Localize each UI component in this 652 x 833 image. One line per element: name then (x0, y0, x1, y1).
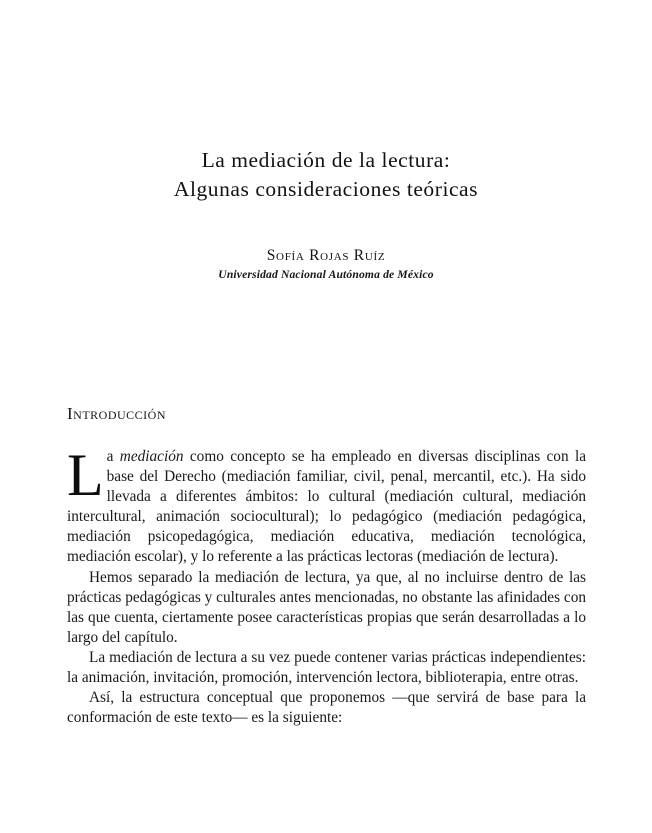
article-title (0, 146, 652, 204)
body-text (67, 442, 586, 728)
paragraph-2: Hemos separado la mediación de lectura, ya que, al no incluirse dentro de las prácticas pedagógicas y culturales antes mencionadas, no obstante las afinidades con las que cuenta, ciertamente posee características propias que serán desarrolladas a lo largo del capítulo. (67, 568, 586, 646)
author-name: Sofía Rojas Ruíz (266, 247, 386, 264)
author-affiliation: Universidad Nacional Autónoma de México (218, 268, 434, 281)
paragraph-1-lead: a (106, 448, 120, 465)
author-block (0, 246, 652, 283)
paragraph-4: Así, la estructura conceptual que proponemos —que servirá de base para la conformación de este texto— es la siguiente: (67, 689, 586, 727)
title-line-2: Algunas consideraciones teóricas (173, 177, 479, 201)
title-line-1: La mediación de la lectura: (201, 148, 451, 172)
drop-cap-letter: L (67, 442, 104, 508)
paragraph-1-text: como concepto se ha empleado en diversas disciplinas con la base del Derecho (mediación familiar, civil, penal, mercantil, etc.). Ha sido llevada a diferentes ámbitos: lo cultural (mediación cultural, mediación intercultural, animación sociocultural); lo pedagógico (mediación pedagógica, mediación psicopedagógica, mediación educativa, mediación tecnológica, mediación escolar), y lo referente a las prácticas lectoras (mediación de lectura). (67, 448, 586, 566)
section-heading-introduccion: Introducción (67, 404, 166, 423)
paragraph-1-italic-term: mediación (119, 448, 184, 465)
paragraph-3: La mediación de lectura a su vez puede contener varias prácticas independientes: la animación, invitación, promoción, intervención lectora, biblioterapia, entre otras. (67, 648, 586, 687)
paragraph-1 (67, 442, 586, 568)
